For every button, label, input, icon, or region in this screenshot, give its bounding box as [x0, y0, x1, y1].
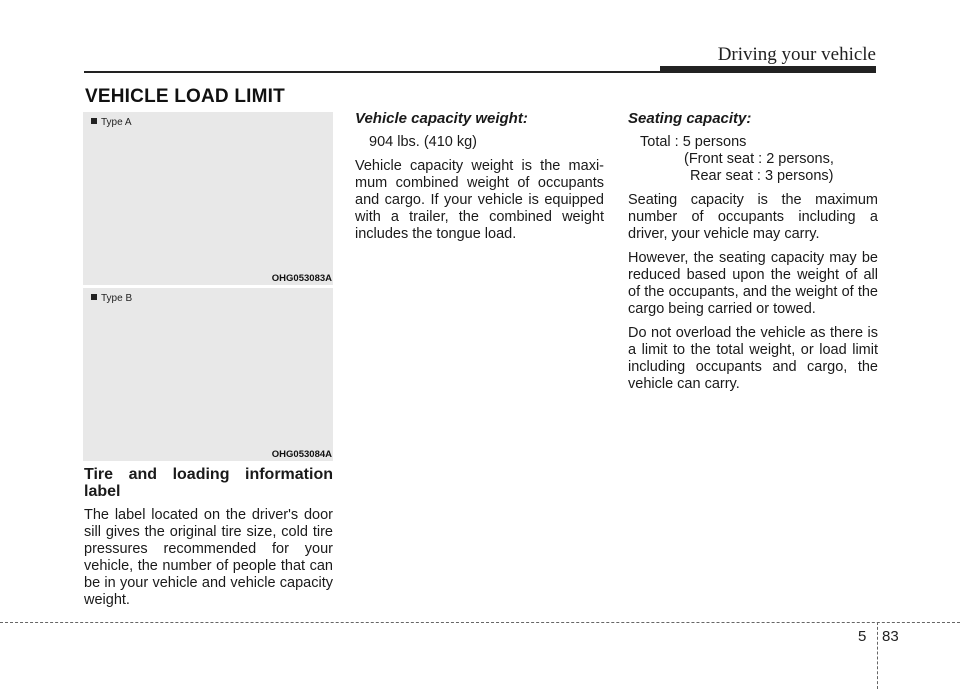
bullet-square-icon [91, 118, 97, 124]
tire-label-body: The label located on the driver's door sill gives the original tire size, cold tire pressures recommended for your vehicle, the number of people that can be in your vehicle and vehicle capacity weight. [84, 507, 333, 608]
figure-label: Type B [91, 293, 132, 304]
seating-paragraph: Seating capacity is the maximum number of occupants including a driver, your vehicle may carry. [628, 192, 878, 242]
bullet-square-icon [91, 294, 97, 300]
seating-paragraph: However, the seating capacity may be reduced based upon the weight of all of the occupants, and the weight of the cargo being carried or towed. [628, 250, 878, 317]
header-rule [84, 71, 876, 73]
capacity-weight-heading: Vehicle capacity weight: [355, 110, 528, 127]
seating-front: (Front seat : 2 persons, [684, 151, 834, 167]
figure-code: OHG053084A [271, 449, 332, 460]
seating-rear: Rear seat : 3 persons) [690, 168, 834, 184]
capacity-weight-value: 904 lbs. (410 kg) [369, 134, 478, 150]
middle-column [355, 110, 604, 250]
figure-type-a [83, 112, 333, 285]
figure-type-b [83, 288, 333, 461]
right-column [628, 110, 878, 400]
tire-label-heading: Tire and loading information label [84, 466, 333, 500]
seating-paragraph: Do not overload the vehicle as there is a limit to the total weight, or load limit including occupants and cargo, the vehicle can carry. [628, 325, 878, 392]
footer-divider [877, 622, 878, 689]
section-title: VEHICLE LOAD LIMIT [85, 86, 285, 107]
footer-rule [0, 622, 960, 623]
chapter-number: 5 [858, 628, 867, 645]
running-header: Driving your vehicle [717, 44, 876, 65]
figure-label: Type A [91, 117, 132, 128]
figure-code: OHG053083A [271, 273, 332, 284]
seating-capacity-heading: Seating capacity: [628, 110, 752, 127]
seating-total: Total : 5 persons [640, 134, 747, 150]
page-number: 83 [882, 628, 899, 645]
left-column [84, 466, 333, 616]
capacity-weight-body: Vehicle capacity weight is the maxi-mum combined weight of occupants and cargo. If your vehicle is equipped with a trailer, the combined weight includes the tongue load. [355, 158, 604, 242]
